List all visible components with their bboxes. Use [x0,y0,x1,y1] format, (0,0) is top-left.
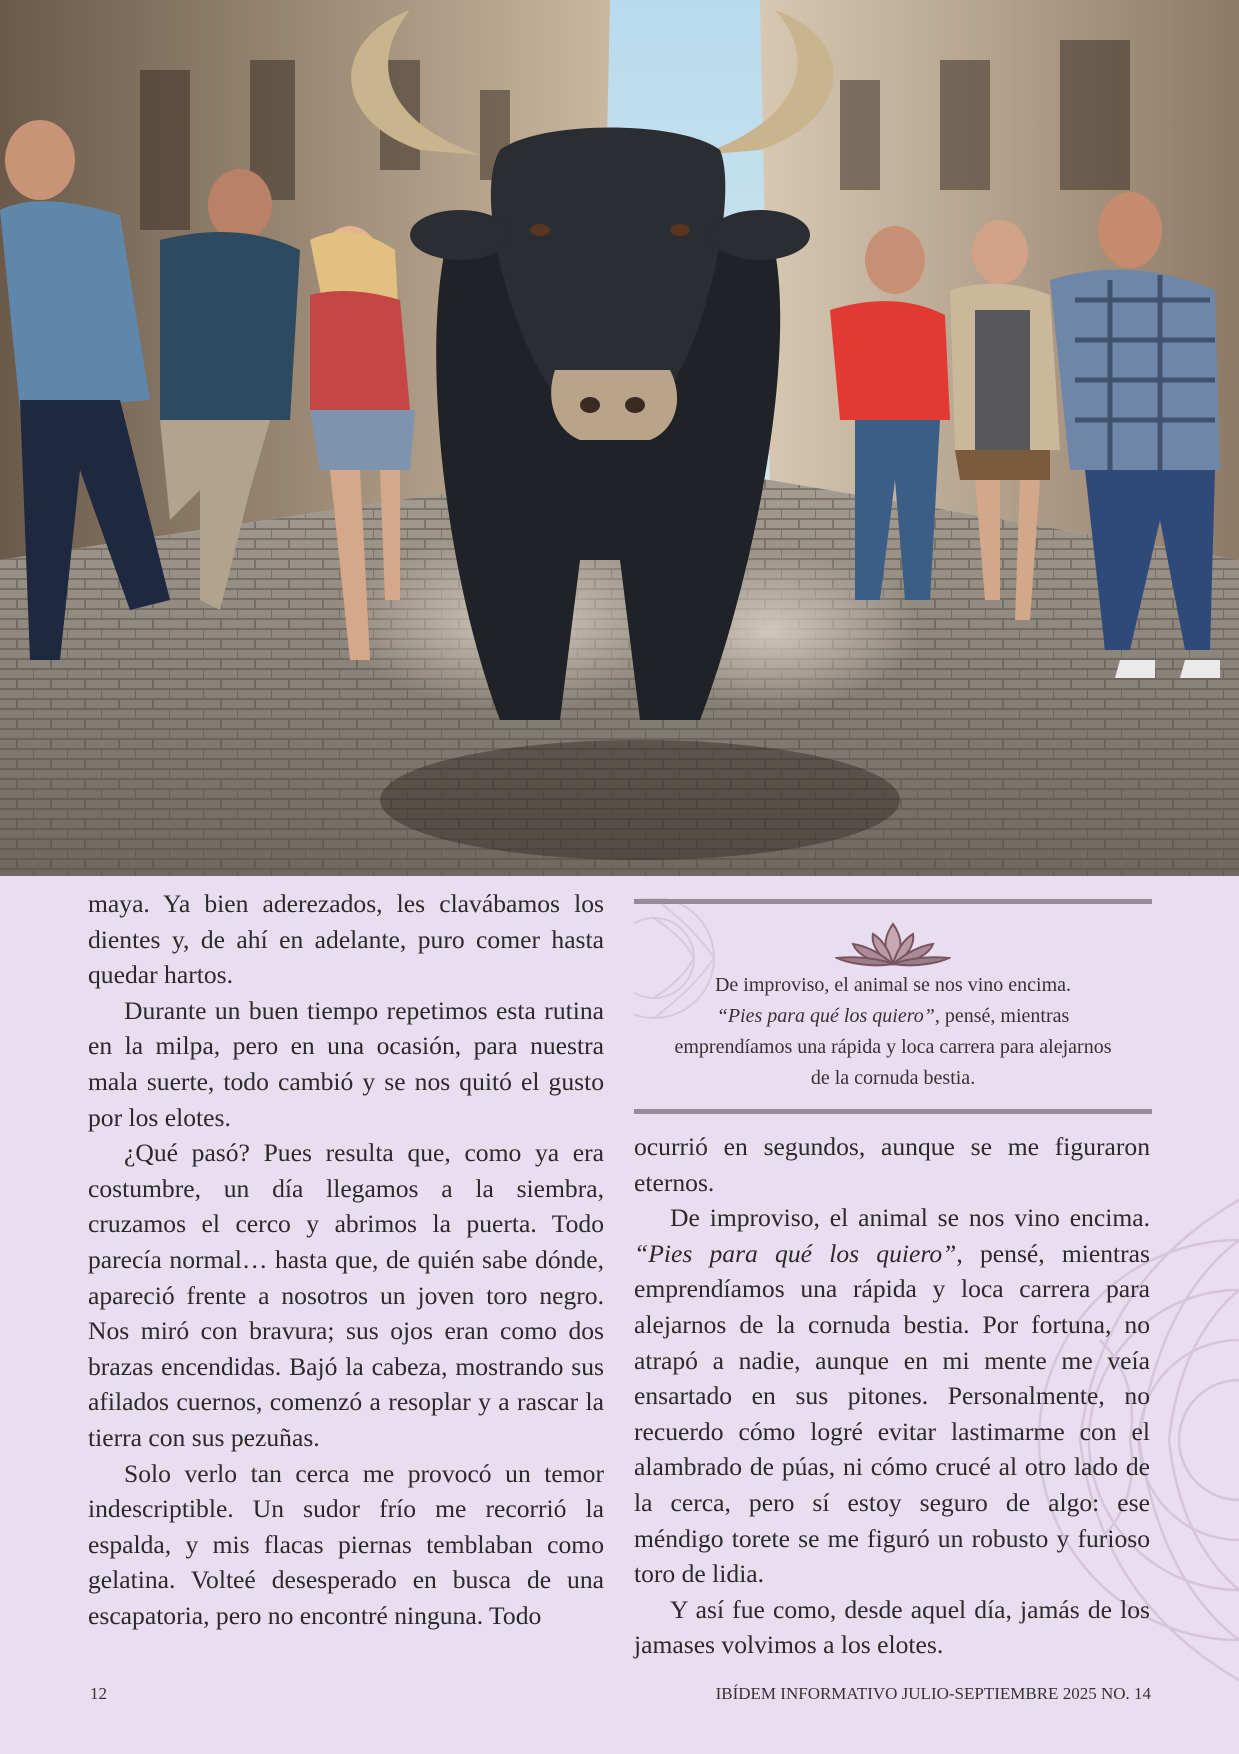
paragraph: ¿Qué pasó? Pues resulta que, como ya era costumbre, un día llegamos a la siembra, cruzamos el cerco y abrimos la puerta. Todo parecía normal… hasta que, de quién sabe dónde, apareció frente a nosotros un joven toro negro. Nos miró con bravura; sus ojos eran como dos brazas encendidas. Bajó la cabeza, mostrando sus afilados cuernos, comenzó a resoplar y a rascar la tierra con sus pezuñas. [88,1138,604,1452]
pull-quote-italic: “Pies para qué los quiero” [716,1005,935,1027]
paragraph-start: De improviso, el animal se nos vino encima. [670,1203,1150,1233]
right-column [634,1129,1150,1663]
pull-quote-line: De improviso, el animal se nos vino encima. [714,974,1072,996]
paragraph: ocurrió en segundos, aunque se me figuraron eternos. [634,1132,1150,1197]
left-column [88,886,604,1633]
paragraph: Solo verlo tan cerca me provocó un temor indescriptible. Un sudor frío me recorrió la espalda, y mis flacas piernas temblaban como gelatina. Volteé desesperado en busca de una escapatoria, pero no encontré ninguna. Todo [88,1458,604,1630]
pull-quote-rest: , pensé, mientras emprendíamos una rápida y loca carrera para alejarnos de la cornuda bestia. [674,1005,1112,1089]
paragraph: Y así fue como, desde aquel día, jamás de los jamases volvimos a los elotes. [634,1594,1150,1660]
paragraph [634,1200,1150,1592]
paragraph-italic-quote: “Pies para qué los quiero” [634,1238,957,1268]
pull-quote-text [634,970,1152,1094]
bull-running-street-photo [0,0,1239,876]
pull-quote-top-rule [634,899,1152,904]
header-photo [0,0,1239,876]
paragraph: Durante un buen tiempo repetimos esta rutina en la milpa, pero en una ocasión, para nuestra mala suerte, todo cambió y se nos quitó el gusto por los elotes. [88,995,604,1132]
publication-footer: IBÍDEM INFORMATIVO JULIO-SEPTIEMBRE 2025 NO. 14 [715,1684,1151,1703]
pull-quote-line [634,1001,1152,1094]
paragraph-end: , pensé, mientras emprendíamos una rápida y loca carrera para alejarnos de la cornuda bestia. Por fortuna, no atrapó a nadie, aunque en mi mente me veía ensartado en sus pitones. Personalmente, no recuerdo cómo logré evitar lastimarme con el alambrado de púas, ni cómo crucé al otro lado de la cerca, pero sí estoy seguro de algo: ese méndigo torete se me figuró un robusto y furioso toro de lidia. [634,1238,1150,1589]
paragraph: maya. Ya bien aderezados, les clavábamos los dientes y, de ahí en adelante, puro comer hasta quedar hartos. [88,889,604,990]
pull-quote [634,898,1152,1118]
page-number: 12 [90,1684,107,1703]
pull-quote-bottom-rule [634,1109,1152,1114]
lotus-icon [835,922,951,968]
